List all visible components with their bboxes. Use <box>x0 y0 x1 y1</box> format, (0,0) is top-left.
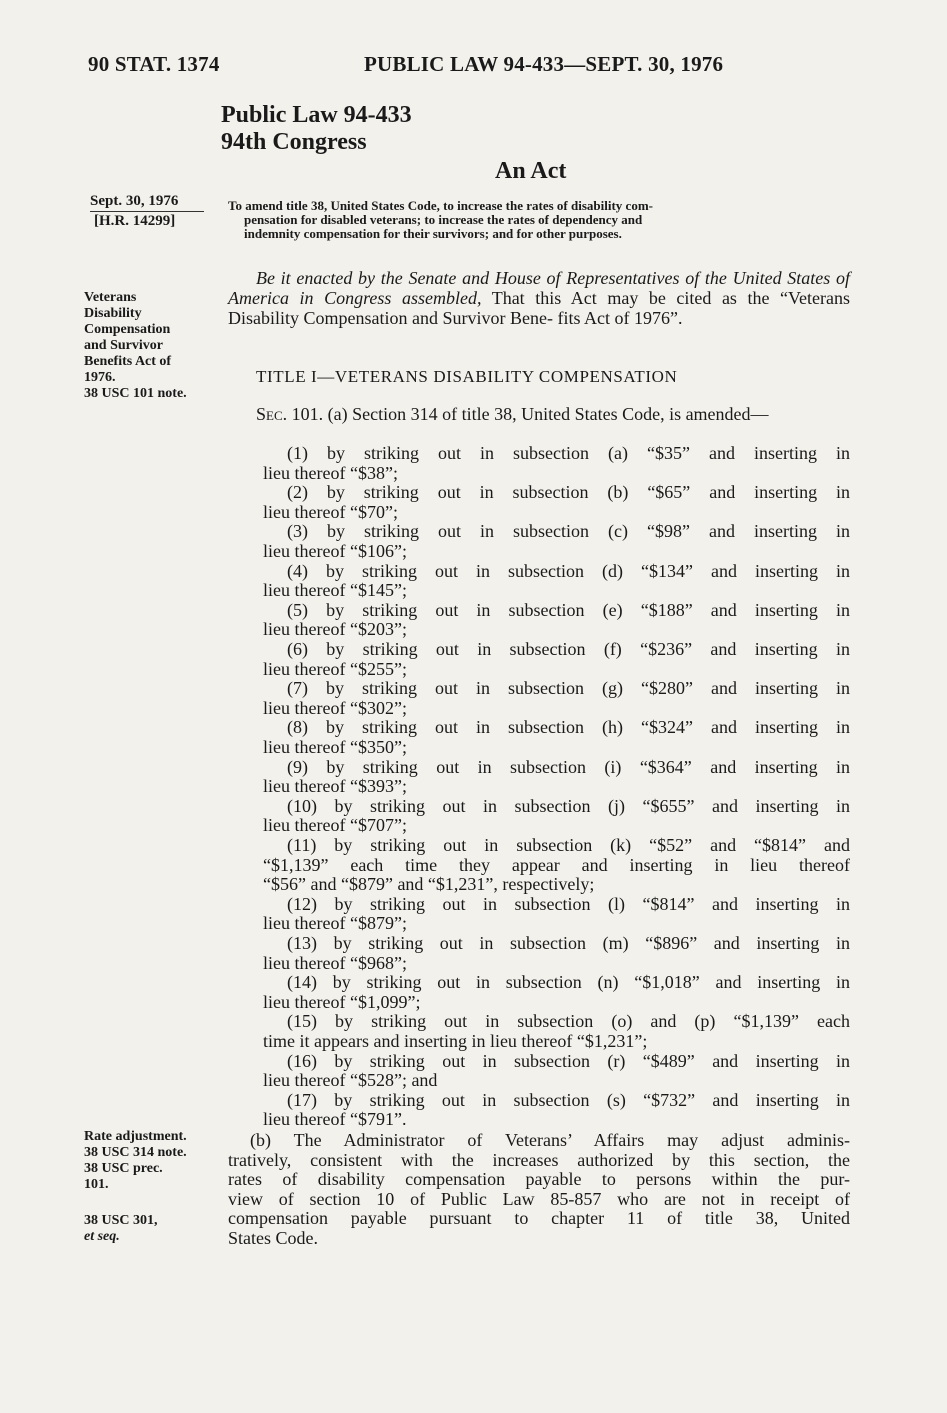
enacting-clause <box>228 268 850 328</box>
amendment-item-line: (14) by striking out in subsection (n) “$1,018” and inserting in <box>287 972 850 993</box>
amendment-item-line: lieu thereof “$968”; <box>263 952 407 973</box>
para-b-line: (b) The Administrator of Veterans’ Affairs may adjust adminis- <box>250 1130 850 1150</box>
amendment-item-line: lieu thereof “$350”; <box>263 737 407 757</box>
margin-short-title <box>84 290 214 402</box>
amendment-item-line: (3) by striking out in subsection (c) “$98” and inserting in <box>287 521 850 542</box>
amendment-item-line: (16) by striking out in subsection (r) “$489” and inserting in <box>287 1050 850 1071</box>
margin-line: Benefits Act of <box>84 354 172 369</box>
amendment-item-line: lieu thereof “$38”; <box>263 462 398 483</box>
amendment-item-line: lieu thereof “$393”; <box>263 776 407 797</box>
margin-rate-adjustment <box>84 1129 214 1193</box>
margin-line: and Survivor <box>84 338 163 353</box>
amendment-item-line: (12) by striking out in subsection (l) “$814” and inserting in <box>287 893 850 914</box>
running-head: PUBLIC LAW 94-433—SEPT. 30, 1976 <box>364 52 724 76</box>
amendment-item-line: lieu thereof “$106”; <box>263 541 407 561</box>
margin-line: 101. <box>84 1177 109 1192</box>
amendment-item-line: (1) by striking out in subsection (a) “$35” and inserting in <box>287 443 850 463</box>
amendment-item-line: lieu thereof “$302”; <box>263 697 407 718</box>
amendment-item-line: (9) by striking out in subsection (i) “$364” and inserting in <box>287 756 850 777</box>
amendment-item-line: (13) by striking out in subsection (m) “$896” and inserting in <box>287 933 850 953</box>
amendment-item-line: (17) by striking out in subsection (s) “$732” and inserting in <box>287 1089 850 1110</box>
page-stat: 90 STAT. 1374 <box>88 52 220 76</box>
para-b-line: States Code. <box>228 1227 318 1248</box>
amendment-item-line: lieu thereof “$145”; <box>263 580 407 601</box>
paragraph-b <box>228 1131 850 1249</box>
amendment-item-line: lieu thereof “$1,099”; <box>263 991 421 1012</box>
margin-line: Rate adjustment. <box>84 1129 187 1144</box>
margin-date: Sept. 30, 1976 <box>90 193 204 212</box>
amendment-item-line: (4) by striking out in subsection (d) “$134” and inserting in <box>287 560 850 581</box>
title-heading: TITLE I—VETERANS DISABILITY COMPENSATION <box>256 367 678 386</box>
purpose-line: indemnity compensation for their survivors; and for other purposes. <box>244 226 622 241</box>
purpose-line: To amend title 38, United States Code, to increase the rates of disability com- <box>228 198 653 213</box>
amendment-item-line: (7) by striking out in subsection (g) “$280” and inserting in <box>287 678 850 699</box>
amendment-item-line: (6) by striking out in subsection (f) “$236” and inserting in <box>287 639 850 659</box>
margin-line: Disability <box>84 306 142 321</box>
margin-bill: [H.R. 14299] <box>94 213 176 229</box>
margin-usc-301 <box>84 1213 214 1245</box>
margin-line: Compensation <box>84 322 171 337</box>
amendment-item-line: lieu thereof “$528”; and <box>263 1070 438 1091</box>
amendment-item-line: (8) by striking out in subsection (h) “$324” and inserting in <box>287 717 850 738</box>
amendment-item-line: lieu thereof “$879”; <box>263 913 407 934</box>
sec-text: . 101. (a) Section 314 of title 38, United States Code, is amended— <box>282 404 769 424</box>
para-b-line: view of section 10 of Public Law 85-857 who are not in receipt of <box>228 1188 850 1209</box>
margin-line: 1976. <box>84 370 116 385</box>
an-act-heading: An Act <box>495 158 567 184</box>
para-b-line: tratively, consistent with the increases authorized by this section, the <box>228 1149 850 1170</box>
section-101-intro <box>228 405 850 425</box>
margin-line: 38 USC 301, <box>84 1213 158 1228</box>
amendment-item-line: (2) by striking out in subsection (b) “$65” and inserting in <box>287 482 850 503</box>
purpose-line: pensation for disabled veterans; to increase the rates of dependency and <box>244 212 643 227</box>
para-b-line: compensation payable pursuant to chapter 11 of title 38, United <box>228 1208 850 1229</box>
margin-line: 38 USC prec. <box>84 1161 163 1176</box>
enacting-rest: That this Act may be cited as the “Veterans Disability Compensation and Survivor Bene- fits Act of 1976”. <box>228 288 850 328</box>
amendment-item-line: “$56” and “$879” and “$1,231”, respectively; <box>263 874 595 895</box>
margin-line: 38 USC 314 note. <box>84 1145 187 1160</box>
para-b-line: rates of disability compensation payable to persons within the pur- <box>228 1169 850 1190</box>
amendment-item-line: “$1,139” each time they appear and inserting in lieu thereof <box>263 854 850 875</box>
sec-label: Sec <box>256 404 283 424</box>
congress: 94th Congress <box>221 129 367 155</box>
margin-line: Veterans <box>84 290 137 305</box>
law-title <box>221 102 412 156</box>
amendment-item-line: lieu thereof “$203”; <box>263 619 407 640</box>
amendment-item-line: (11) by striking out in subsection (k) “$52” and “$814” and <box>287 835 850 855</box>
amendment-item-line: lieu thereof “$255”; <box>263 658 407 679</box>
amendment-item-line: (15) by striking out in subsection (o) and (p) “$1,139” each <box>287 1011 850 1032</box>
amendment-item-line: lieu thereof “$791”. <box>263 1109 407 1130</box>
margin-line: et seq. <box>84 1229 120 1244</box>
enacting-italic: Be it enacted by the Senate and House of Representatives of the United States of America in Congress assembled, <box>228 268 850 308</box>
margin-line: 38 USC 101 note. <box>84 386 187 401</box>
amendment-item-line: lieu thereof “$707”; <box>263 815 407 836</box>
amendment-item-line: (10) by striking out in subsection (j) “$655” and inserting in <box>287 795 850 816</box>
amendment-item-line: lieu thereof “$70”; <box>263 501 398 522</box>
amendment-item-line: time it appears and inserting in lieu thereof “$1,231”; <box>263 1031 648 1051</box>
amendment-item-line: (5) by striking out in subsection (e) “$188” and inserting in <box>287 599 850 620</box>
law-number: Public Law 94-433 <box>221 102 412 128</box>
purpose-clause <box>228 199 850 241</box>
